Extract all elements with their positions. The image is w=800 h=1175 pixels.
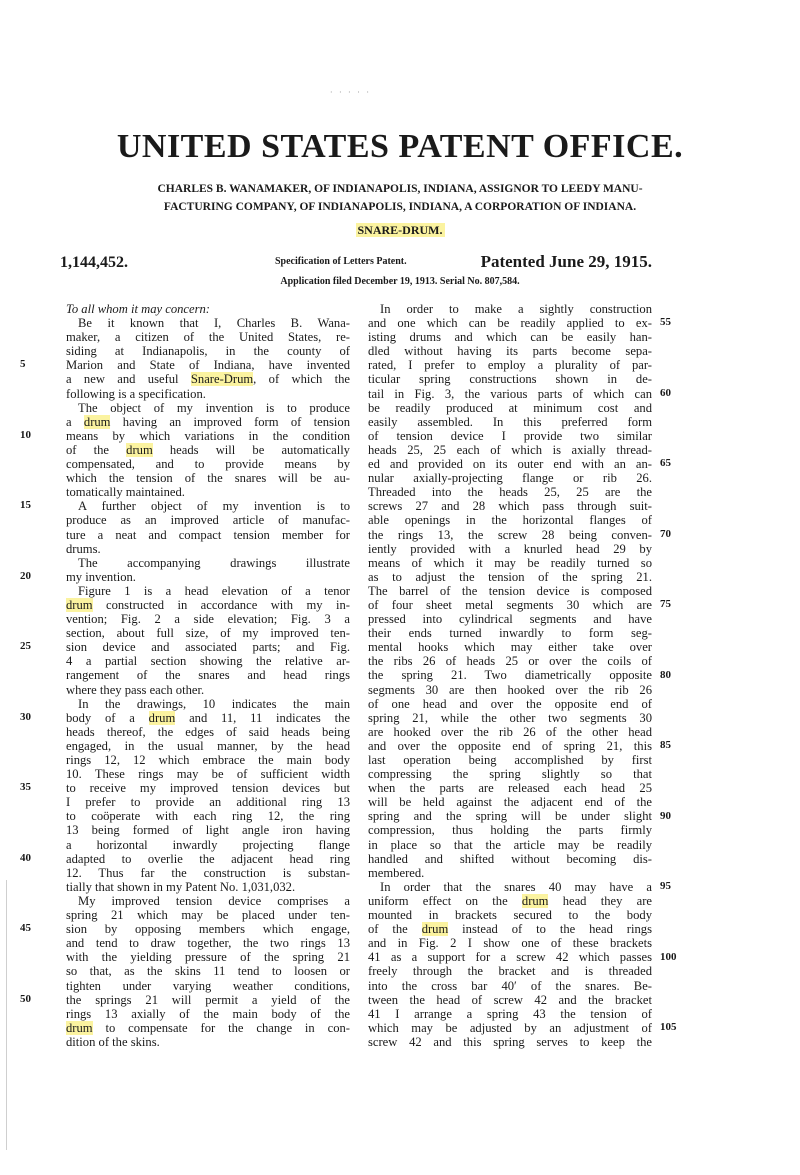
text-line: The barrel of the tension device is composed <box>368 583 652 598</box>
text-line: I prefer to provide an additional ring 13 <box>66 795 350 810</box>
text-line: means by which variations in the condition <box>66 428 350 443</box>
text-line: and in Fig. 2 I show one of these brackets <box>368 936 652 951</box>
text-line: spring 21 which may be placed under ten- <box>66 908 350 923</box>
text-line: 41 I arrange a spring 43 the tension of <box>368 1006 652 1021</box>
text-line: which may be adjusted by an adjustment of <box>368 1020 652 1035</box>
text-line: 41 as a support for a screw 42 which passes <box>368 950 652 965</box>
inventor-line-1: CHARLES B. WANAMAKER, OF INDIANAPOLIS, INDIANA, ASSIGNOR TO LEEDY MANU- <box>157 183 643 195</box>
text-line: My improved tension device comprises a <box>78 893 350 908</box>
text-line: into the cross bar 40′ of the snares. Be- <box>368 978 652 993</box>
highlighted-term: drum <box>521 893 549 908</box>
text-line: my invention. <box>66 569 136 584</box>
text-line: compensated, and to provide means by <box>66 457 350 472</box>
text-line: siding at Indianapolis, in the county of <box>66 344 350 359</box>
text-line: spring 21, while the other two segments 30 <box>368 710 652 725</box>
text-line: handled and shifted without becoming dis- <box>368 851 652 866</box>
text-line: produce as an improved article of manufac- <box>66 513 350 528</box>
text-line: which the tension of the snares will be au- <box>66 471 350 486</box>
text-line: of the drum instead of to the head rings <box>368 922 652 937</box>
text-line: so that, as the skins 11 tend to loosen or <box>66 964 350 979</box>
text-line: rated, I prefer to employ a plurality of par- <box>368 358 652 373</box>
text-line: able openings in the horizontal flanges of <box>368 513 652 528</box>
text-line: tween the head of screw 42 and the bracket <box>368 992 652 1007</box>
highlighted-term: drum <box>126 442 153 457</box>
text-line: when the parts are released each head 25 <box>368 781 652 796</box>
text-line: to receive my improved tension devices but <box>66 781 350 796</box>
text-line: ture a neat and compact tension member for <box>66 527 350 542</box>
text-line: the springs 21 will permit a yield of the <box>66 992 350 1007</box>
text-line: adapted to overlie the adjacent head ring <box>66 851 350 866</box>
text-line: tighten under varying weather conditions, <box>66 978 350 993</box>
text-line: body of a drum and 11, 11 indicates the <box>66 710 350 725</box>
text-line: are hooked over the rib 26 of the other head <box>368 724 652 739</box>
text-line: drum constructed in accordance with my in- <box>66 597 350 612</box>
text-line: iently provided with a knurled head 29 by <box>368 541 652 556</box>
line-number-right: 80 <box>660 668 671 681</box>
subject-text: SNARE-DRUM. <box>357 223 443 237</box>
text-line: of four sheet metal segments 30 which are <box>368 597 652 612</box>
line-number-right: 85 <box>660 739 671 752</box>
highlighted-term: Snare-Drum <box>190 372 254 387</box>
text-line: be readily produced at minimum cost and <box>368 400 652 415</box>
text-line: a horizontal inwardly projecting flange <box>66 837 350 852</box>
text-line: of the drum heads will be automatically <box>66 442 350 457</box>
text-line: of tension device I provide two similar <box>368 428 652 443</box>
text-line: with the yielding pressure of the spring 21 <box>66 950 350 965</box>
text-line: rings 12, 12 which embrace the main body <box>66 753 350 767</box>
highlighted-term: drum <box>83 414 111 429</box>
text-line: their ends turned inwardly to form seg- <box>368 626 652 641</box>
text-line: In order to make a sightly construction <box>380 302 652 316</box>
text-line: In order that the snares 40 may have a <box>380 879 652 894</box>
line-number-right: 90 <box>660 809 671 822</box>
text-line: heads thereof, the edges of said heads being <box>66 724 350 739</box>
highlighted-term: drum <box>66 1020 93 1035</box>
text-line: the ribs 26 of heads 25 or over the coils of <box>368 654 652 669</box>
line-number-left: 50 <box>20 992 31 1005</box>
right-column <box>368 302 652 1049</box>
text-line: Be it known that I, Charles B. Wana- <box>78 316 350 331</box>
line-number-right: 100 <box>660 950 677 963</box>
text-line: of one head and over the opposite end of <box>368 696 652 711</box>
text-line: drum to compensate for the change in con- <box>66 1020 350 1035</box>
subject-heading <box>0 223 800 238</box>
text-line: tially that shown in my Patent No. 1,031,032. <box>66 879 296 894</box>
text-line: easily assembled. In this preferred form <box>368 414 652 429</box>
text-line: as to adjust the tension of the spring 21. <box>368 569 652 584</box>
text-line: dition of the skins. <box>66 1034 160 1049</box>
text-line: In the drawings, 10 indicates the main <box>78 696 350 711</box>
text-line: 13 being formed of light angle iron having <box>66 823 350 838</box>
text-line: sion by opposing members which engage, <box>66 922 350 937</box>
text-line: in place so that the article may be readily <box>368 837 652 852</box>
line-number-left: 40 <box>20 851 31 864</box>
line-number-right: 65 <box>660 457 671 470</box>
text-line: sion device and associated parts; and Fig. <box>66 640 350 655</box>
text-line: ticular spring constructions shown in de- <box>368 372 652 387</box>
highlighted-term: drum <box>66 597 93 612</box>
text-line: rangement of the snares and head rings <box>66 668 350 683</box>
text-line: compression, thus holding the parts firmly <box>368 823 652 838</box>
application-line: Application filed December 19, 1913. Serial No. 807,584. <box>280 276 520 287</box>
text-line: following is a specification. <box>66 386 206 401</box>
line-number-left: 25 <box>20 640 31 653</box>
line-number-left: 10 <box>20 428 31 441</box>
line-number-left: 30 <box>20 710 31 723</box>
highlighted-term: drum <box>148 710 176 725</box>
text-line: the rings 13, the screw 28 being conven- <box>368 527 652 542</box>
text-line: membered. <box>368 865 425 880</box>
left-column <box>66 302 350 1049</box>
scan-smudge: · · · · · <box>330 88 371 97</box>
text-line: 10. These rings may be of sufficient width <box>66 767 350 782</box>
text-line: 12. Thus far the construction is substan- <box>66 865 350 880</box>
text-line: screws 27 and 28 which pass through suit- <box>368 499 652 514</box>
line-number-left: 35 <box>20 781 31 794</box>
highlighted-term: drum <box>421 922 449 937</box>
inventor-block <box>60 180 740 216</box>
patented-date: Patented June 29, 1915. <box>480 252 652 271</box>
text-line: screw 42 and this spring serves to keep the <box>368 1034 652 1049</box>
text-line: Threaded into the heads 25, 25 are the <box>368 485 652 500</box>
patent-number: 1,144,452. <box>60 254 128 271</box>
text-line: will be held against the adjacent end of the <box>368 795 652 810</box>
text-line: and tend to draw together, the two rings 13 <box>66 936 350 951</box>
text-line: Figure 1 is a head elevation of a tenor <box>78 583 350 598</box>
text-line: 4 a partial section showing the relative ar- <box>66 654 350 669</box>
text-line: heads 25, 25 each of which is axially thread- <box>368 442 652 457</box>
text-line: uniform effect on the drum head they are <box>368 893 652 908</box>
text-line: freely through the bracket and is threaded <box>368 964 652 979</box>
line-number-right: 70 <box>660 527 671 540</box>
text-line: a drum having an improved form of tension <box>66 414 350 429</box>
text-line: nular axially-projecting flange or rib 26. <box>368 471 652 486</box>
text-line: The accompanying drawings illustrate <box>78 555 350 570</box>
text-line: mental hooks which may either take over <box>368 640 652 655</box>
text-line: where they pass each other. <box>66 682 205 697</box>
text-line: tomatically maintained. <box>66 485 185 500</box>
text-line: a new and useful Snare-Drum, of which the <box>66 372 350 387</box>
page-title: UNITED STATES PATENT OFFICE. <box>116 128 684 165</box>
spec-label: Specification of Letters Patent. <box>275 256 407 267</box>
text-line: A further object of my invention is to <box>78 499 350 514</box>
text-line: dled without having its parts become sepa- <box>368 344 652 359</box>
text-line: tail in Fig. 3, the various parts of which can <box>368 386 652 401</box>
text-line: the spring 21. Two diametrically opposite <box>368 668 652 683</box>
text-line: section, about full size, of my improved ten- <box>66 626 350 641</box>
scan-edge <box>6 880 7 1150</box>
text-line: compressing the spring slightly so that <box>368 767 652 782</box>
text-line: means of which it may be readily turned so <box>368 555 652 570</box>
line-number-right: 75 <box>660 598 671 611</box>
line-number-right: 105 <box>660 1021 677 1034</box>
text-line: pressed into cylindrical segments and have <box>368 612 652 627</box>
text-line: engaged, in the usual manner, by the head <box>66 738 350 753</box>
text-line: last operation being accomplished by first <box>368 753 652 767</box>
line-number-left: 5 <box>20 358 26 371</box>
text-line: mounted in brackets secured to the body <box>368 908 652 923</box>
line-number-right: 60 <box>660 386 671 399</box>
text-line: and over the opposite end of spring 21, this <box>368 738 652 753</box>
text-line: spring and the spring will be under slight <box>368 809 652 824</box>
line-number-right: 55 <box>660 316 671 329</box>
text-line: to coöperate with each ring 12, the ring <box>66 809 350 824</box>
line-number-left: 45 <box>20 922 31 935</box>
text-line: The object of my invention is to produce <box>78 400 350 415</box>
text-line: To all whom it may concern: <box>66 302 211 316</box>
text-line: vention; Fig. 2 a side elevation; Fig. 3 a <box>66 612 350 627</box>
text-line: rings 13 axially of the main body of the <box>66 1006 350 1021</box>
text-line: drums. <box>66 541 101 556</box>
text-line: and one which can be readily applied to ex- <box>368 316 652 331</box>
text-line: isting drums and which can be easily han- <box>368 330 652 345</box>
text-line: segments 30 are then hooked over the rib 26 <box>368 682 652 697</box>
line-number-right: 95 <box>660 880 671 893</box>
inventor-line-2: FACTURING COMPANY, OF INDIANAPOLIS, INDIANA, A CORPORATION OF INDIANA. <box>163 201 637 213</box>
line-number-left: 20 <box>20 569 31 582</box>
text-line: maker, a citizen of the United States, re- <box>66 330 350 345</box>
text-line: Marion and State of Indiana, have invented <box>66 358 350 373</box>
line-number-left: 15 <box>20 499 31 512</box>
text-line: ed and provided on its outer end with an an- <box>368 457 652 472</box>
